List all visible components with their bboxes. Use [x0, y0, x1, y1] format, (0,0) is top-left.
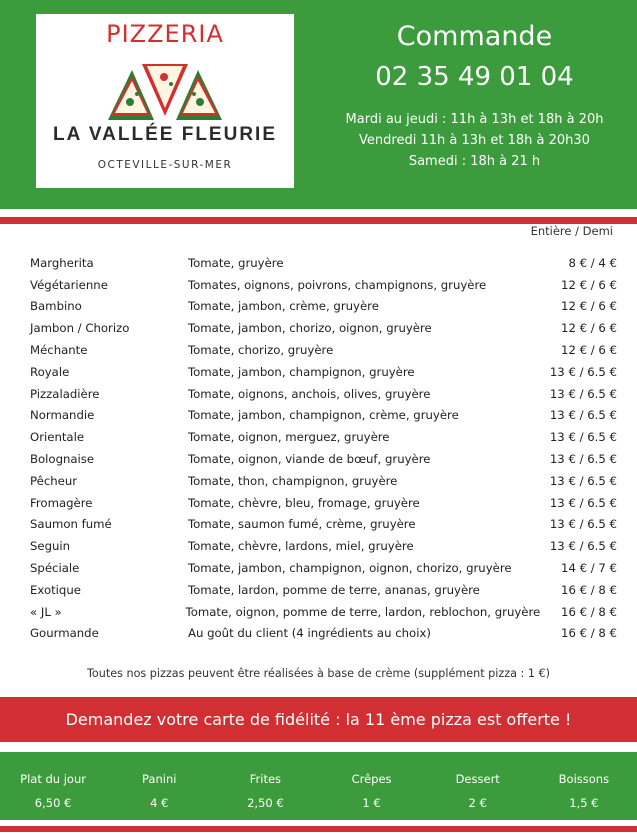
- extra-item: [324, 772, 419, 810]
- pizza-name: Pizzaladière: [30, 386, 100, 401]
- pizza-price: 12 € / 6 €: [561, 343, 617, 358]
- menu-row: [30, 274, 617, 296]
- pizza-price: 13 € / 6.5 €: [549, 517, 617, 532]
- pizza-price: 12 € / 6 €: [561, 299, 617, 314]
- extra-item: [218, 772, 313, 810]
- pizza-name: Fromagère: [30, 495, 93, 510]
- pizza-name: Normandie: [30, 408, 95, 423]
- extra-label: Boissons: [558, 772, 610, 786]
- extra-price: 2,50 €: [247, 796, 284, 810]
- menu-row: [30, 448, 617, 470]
- pizza-ingredients: Tomate, oignon, pomme de terre, lardon, reblochon, gruyère: [185, 604, 541, 619]
- pizza-name: Méchante: [30, 343, 88, 358]
- hours-line: Mardi au jeudi : 11h à 13h et 18h à 20h: [345, 112, 604, 127]
- pizza-name: Bambino: [30, 299, 82, 314]
- extra-label: Crêpes: [351, 772, 392, 786]
- logo-restaurant-name: LA VALLÉE FLEURIE: [53, 124, 277, 145]
- pizza-name: « JL »: [30, 604, 62, 619]
- pizza-name: Royale: [30, 364, 70, 379]
- menu-row: [30, 383, 617, 405]
- extra-price: 1,5 €: [569, 796, 599, 810]
- pizza-ingredients: Tomate, oignon, merguez, gruyère: [188, 430, 390, 445]
- bottom-stripe: [0, 826, 637, 832]
- pizza-name: Margherita: [30, 255, 94, 270]
- pizza-ingredients: Tomate, jambon, chorizo, oignon, gruyère: [188, 321, 432, 336]
- menu-row: [30, 514, 617, 536]
- pizza-ingredients: Au goût du client (4 ingrédients au choix): [188, 626, 431, 641]
- menu-row: [30, 579, 617, 601]
- pizza-ingredients: Tomate, chorizo, gruyère: [188, 343, 334, 358]
- pizza-price: 13 € / 6.5 €: [549, 452, 617, 467]
- pizza-name: Orientale: [30, 430, 85, 445]
- extra-label: Frites: [249, 772, 282, 786]
- pizza-price: 12 € / 6 €: [561, 321, 617, 336]
- pizza-price: 13 € / 6.5 €: [549, 495, 617, 510]
- menu-row: [30, 557, 617, 579]
- extra-price: 4 €: [150, 796, 169, 810]
- cream-base-note: Toutes nos pizzas peuvent être réalisées à base de crème (supplément pizza : 1 €): [86, 667, 551, 680]
- loyalty-banner: Demandez votre carte de fidélité : la 11 ème pizza est offerte !: [0, 697, 637, 742]
- pizza-price: 12 € / 6 €: [561, 277, 617, 292]
- extras-band: [0, 752, 637, 820]
- pizza-ingredients: Tomate, thon, champignon, gruyère: [188, 473, 398, 488]
- pizza-ingredients: Tomate, oignon, viande de bœuf, gruyère: [188, 452, 431, 467]
- logo-location: OCTEVILLE-SUR-MER: [97, 159, 233, 171]
- pizza-name: Saumon fumé: [30, 517, 112, 532]
- opening-hours: [312, 109, 637, 172]
- pizza-price: 13 € / 6.5 €: [549, 539, 617, 554]
- extras-list: [0, 772, 637, 810]
- hours-line: Vendredi 11h à 13h et 18h à 20h30: [359, 133, 590, 148]
- logo-pizzeria-text: PIZZERIA: [106, 20, 224, 48]
- menu-row: [30, 405, 617, 427]
- menu-row: [30, 339, 617, 361]
- pizza-price: 13 € / 6.5 €: [549, 364, 617, 379]
- extra-label: Plat du jour: [20, 772, 86, 786]
- pizza-price: 13 € / 6.5 €: [549, 473, 617, 488]
- pizza-name: Jambon / Chorizo: [30, 321, 130, 336]
- contact-block: [312, 20, 637, 172]
- pizza-price: 13 € / 6.5 €: [549, 386, 617, 401]
- menu-row: [30, 252, 617, 274]
- pizza-ingredients: Tomate, jambon, champignon, crème, gruyère: [188, 408, 459, 423]
- extra-label: Panini: [142, 772, 177, 786]
- pizza-name: Spéciale: [30, 561, 80, 576]
- pizza-ingredients: Tomate, gruyère: [188, 255, 284, 270]
- extra-item: [430, 772, 525, 810]
- extra-price: 2 €: [468, 796, 487, 810]
- menu-row: [30, 492, 617, 514]
- extra-item: [536, 772, 631, 810]
- extra-item: [6, 772, 101, 810]
- pizza-name: Pêcheur: [30, 473, 78, 488]
- pizza-name: Végétarienne: [30, 277, 108, 292]
- pizza-name: Gourmande: [30, 626, 99, 641]
- pizza-ingredients: Tomate, jambon, champignon, gruyère: [188, 364, 415, 379]
- pizza-ingredients: Tomate, oignons, anchois, olives, gruyère: [188, 386, 431, 401]
- pizza-price: 16 € / 8 €: [561, 582, 617, 597]
- divider-stripe: [0, 217, 637, 224]
- logo: [36, 14, 294, 188]
- pizza-ingredients: Tomate, saumon fumé, crème, gruyère: [188, 517, 416, 532]
- menu-row: [30, 601, 617, 623]
- extra-item: [112, 772, 207, 810]
- pizza-ingredients: Tomate, chèvre, bleu, fromage, gruyère: [188, 495, 420, 510]
- pizza-ingredients: Tomate, chèvre, lardons, miel, gruyère: [188, 539, 414, 554]
- extra-price: 6,50 €: [34, 796, 72, 810]
- order-title: Commande: [396, 21, 553, 52]
- menu-row: [30, 426, 617, 448]
- menu-row: [30, 470, 617, 492]
- menu-row: [30, 317, 617, 339]
- pizza-price: 16 € / 8 €: [561, 626, 617, 641]
- menu-row: [30, 361, 617, 383]
- pizza-price: 8 € / 4 €: [568, 255, 617, 270]
- pizza-price: 13 € / 6.5 €: [549, 408, 617, 423]
- pizza-menu: [30, 252, 617, 644]
- pizza-name: Bolognaise: [30, 452, 95, 467]
- pizza-ingredients: Tomates, oignons, poivrons, champignons, gruyère: [188, 277, 487, 292]
- hours-line: Samedi : 18h à 21 h: [408, 154, 541, 169]
- pizza-price: 16 € / 8 €: [561, 604, 617, 619]
- menu-row: [30, 535, 617, 557]
- pizza-price: 13 € / 6.5 €: [549, 430, 617, 445]
- pizza-ingredients: Tomate, jambon, champignon, oignon, chorizo, gruyère: [188, 561, 512, 576]
- pizza-ingredients: Tomate, jambon, crème, gruyère: [188, 299, 379, 314]
- menu-row: [30, 296, 617, 318]
- pizza-price: 14 € / 7 €: [561, 561, 617, 576]
- extra-price: 1 €: [362, 796, 381, 810]
- menu-row: [30, 623, 617, 645]
- pizza-ingredients: Tomate, lardon, pomme de terre, ananas, gruyère: [188, 582, 480, 597]
- price-column-header: Entière / Demi: [530, 224, 613, 238]
- pizza-slices-icon: [102, 60, 228, 122]
- phone-number[interactable]: 02 35 49 01 04: [375, 62, 574, 92]
- pizza-name: Exotique: [30, 582, 81, 597]
- header-band: [0, 0, 637, 209]
- divider-stripe: [0, 209, 637, 216]
- pizza-name: Seguin: [30, 539, 71, 554]
- extra-label: Dessert: [455, 772, 500, 786]
